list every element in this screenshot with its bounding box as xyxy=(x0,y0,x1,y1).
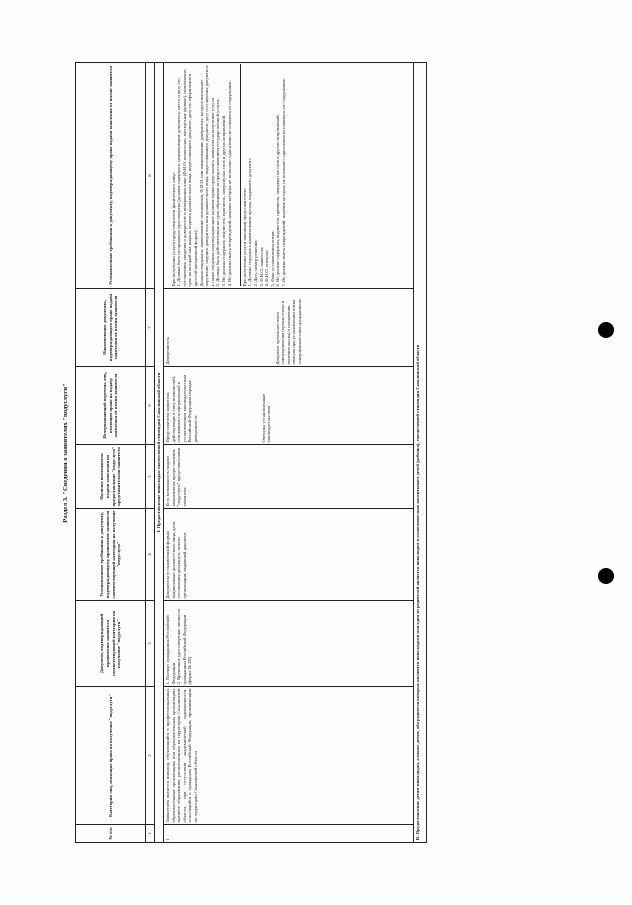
header-cell: Исчерпывающий перечень лиц, имеющих право на подачу заявления от имени заявителя xyxy=(76,367,146,445)
representative-doc-requirements xyxy=(164,63,414,289)
guardianship-requirements: При получении услуги законным представителем: 1. Должно содержать наименование органа, выдавшего документ; 2. Дату, номер решения; 3. Ф.И.О. заявителя; 4. Ф.И.О. опекуна; 5. Факт установления опеки; 6. Не должно содержать подчисток, приписок, зачеркнутых слов и других исправлений; 7. Не должно иметь повреждений, наличие которых не позволяет однозначно истолковать его содержание. xyxy=(240,65,287,287)
applicant-category: Заявителем является инвалид, обучающийся в профессиональных образовательных организациях или образовательных организациях высшего образования, расположенных на территории Сахалинской области, при отсутствии академической задолженности, относящийся к гражданам Российской Федерации, проживающим на территории Сахалинской области xyxy=(164,687,414,825)
column-number: 1 xyxy=(146,825,155,843)
column-number: 2 xyxy=(146,687,155,825)
section-title: II. Предоставление детям-инвалидам, а также детям, оба родителя которых являются инвалидами или один из родителей является инвалидом и самостоятельно воспитывает детей (ребенка), ежемесячной стипендии Сахалинской области xyxy=(414,63,427,843)
section-title: I. Предоставление инвалидам ежемесячной стипендии Сахалинской области xyxy=(155,63,164,843)
representative-guardian: Опекуны установленные законодательством xyxy=(260,393,272,443)
document-requirements: Документы установленной формы подписанные должностного лица, даты составления документа, печати организации, выдавшей документ xyxy=(164,509,414,601)
column-number: 6 xyxy=(146,367,155,445)
row-number: 1 xyxy=(164,825,414,843)
column-number: 4 xyxy=(146,509,155,601)
header-cell: Установленные требования к документу, подтверждающему правомочие заявителя соответствующей категории на получение "подуслуги" xyxy=(76,509,146,601)
header-cell: Наличие возможности подачи заявления на предоставление "подуслуги" представителями заявителя xyxy=(76,445,146,509)
section-row xyxy=(414,63,427,843)
representative-possibility: Есть возможность подачи заявления на предоставление "подуслуги" представителями заявителя xyxy=(164,445,414,509)
table-row xyxy=(164,63,414,843)
column-number-row xyxy=(146,63,155,843)
rotated-content xyxy=(62,63,622,843)
column-number: 3 xyxy=(146,601,155,687)
authority-document: 1. Паспорт гражданина Российской Федерации 2. Временное удостоверение личности гражданина Российской Федерации (форма № 2П) xyxy=(164,601,414,687)
page-title: Раздел 3. "Сведения о заявителях "подуслуги" xyxy=(62,383,69,523)
section-row xyxy=(155,63,164,843)
applicants-table xyxy=(75,62,427,843)
proxy-requirements: При получении услуги представителем физического лица: 1. Должна быть нотариально удостоверена (должна содержать: наименование документа, место и дату его составления, сведения о доверителе и поверенном лице (Ф.И.О. полностью, паспортные данные), полномочия, срок на который она выдана, подпись должностного лица, подготовившего документ, дату его оформления в простой письменной форме). Должна содержать: наименование полномочия, Ф.И.О. или наименование доверителя, которое выполняет поручение, подпись доверителя или должностного лица, подготовившего документ, дату составления документа, а также сведения, подтверждающие наличие права представлять заявителя на получение услуги. 2. Должна быть действительна на срок обращения за предоставлением государственной услуги. 3. Не должна содержать подчисток, приписок, зачеркнутых слов и других исправлений. 4. Не должна иметь повреждений, наличие которых не позволяет однозначно истолковать её содержание. xyxy=(170,64,232,287)
header-cell: Документ, подтверждающий правомочие заявителя соответствующей категории на получение "подуслуги" xyxy=(76,601,146,687)
column-number: 8 xyxy=(146,63,155,289)
header-cell: № п/п xyxy=(76,825,146,843)
representative-persons xyxy=(164,367,414,445)
guardianship-document: Документ органа местного самоуправления (органа опеки и попечительства) о назначении опекуна при установлении опеки совершеннолетним гражданином xyxy=(274,299,302,365)
column-number: 7 xyxy=(146,289,155,367)
header-cell: Установленные требования к документу, подтверждающему право подачи заявления от имени заявителя xyxy=(76,63,146,289)
representative-documents xyxy=(164,289,414,367)
header-cell: Категории лиц, имеющих право на получение "подуслуги" xyxy=(76,687,146,825)
representative-by-proxy: Представители заявителя, действующие в силу полномочий, основанных на оформленной в установленном законодательством Российской Федерации порядке доверенности xyxy=(165,374,198,443)
column-number: 5 xyxy=(146,445,155,509)
proxy-document: Доверенность xyxy=(165,337,170,365)
header-cell: Наименование документа, подтверждающего право подачи заявления от имени заявителя xyxy=(76,289,146,367)
header-row xyxy=(76,63,146,843)
